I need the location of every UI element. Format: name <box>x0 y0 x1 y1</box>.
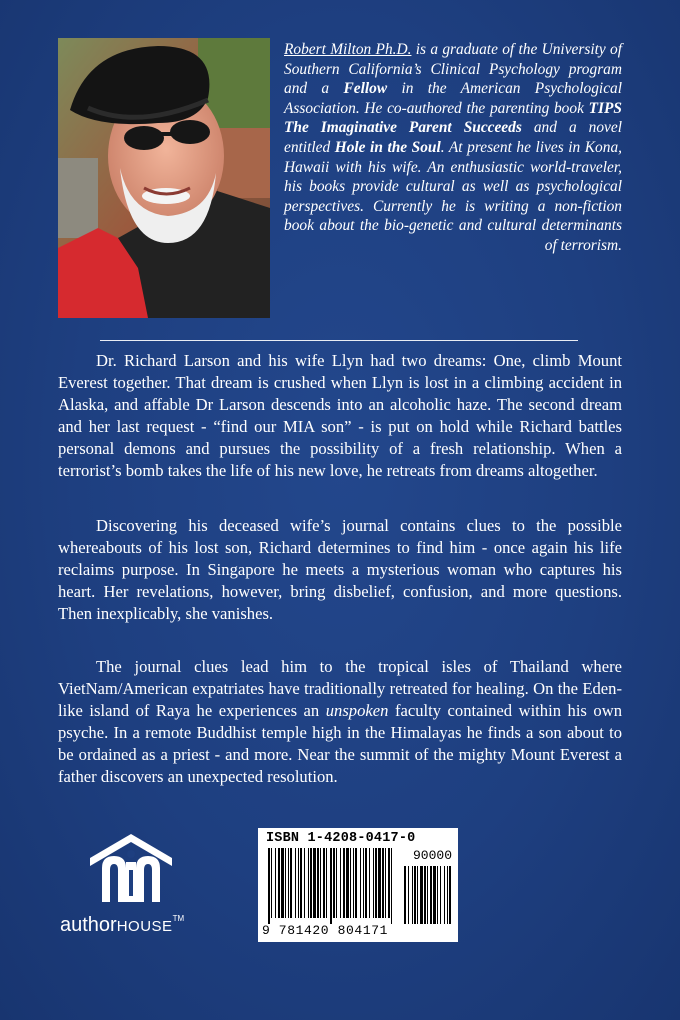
barcode-bar <box>326 848 327 918</box>
barcode-addon-bar <box>430 866 432 924</box>
barcode-bar <box>285 848 286 918</box>
isbn-barcode <box>258 828 458 942</box>
barcode-bar <box>363 848 364 918</box>
blurb-paragraph-1: Dr. Richard Larson and his wife Llyn had two dreams: One, climb Mount Everest together. That dream is crushed when Llyn is lost in a climbing accident in Alaska, and affable Dr Larson descends into an alcoholic haze. The second dream and her last request - “find our MIA son” - is put on hold while Richard battles personal demons and pursues the possibility of a fresh relationship. When a terrorist’s bomb takes the life of his new love, he retreats from dreams altogether. <box>58 351 622 480</box>
barcode-bar <box>365 848 367 918</box>
barcode-addon-bar <box>420 866 423 924</box>
barcode-addon-bar <box>447 866 448 924</box>
publisher-name <box>60 914 210 937</box>
barcode-bar <box>330 848 332 924</box>
barcode-bar <box>313 848 316 918</box>
bio-text: and a novel entitled <box>284 119 622 156</box>
barcode-bar <box>290 848 292 918</box>
barcode-bar <box>343 848 345 918</box>
isbn-number: ISBN 1-4208-0417-0 <box>266 831 416 846</box>
blurb-text: The journal clues lead him to the tropical isles of Thailand where VietNam/American expatriates have traditionally retreated for healing. On the Eden-like island of Raya he experiences an <box>58 657 622 720</box>
barcode-bar <box>340 848 341 918</box>
barcode-addon-bar <box>404 866 406 924</box>
bio-text: in the American Psychological Association. He co-authored the parenting book <box>284 80 622 117</box>
barcode-bar <box>360 848 361 918</box>
barcode-addon-bar <box>449 866 451 924</box>
barcode-bar <box>375 848 377 918</box>
barcode-bar <box>298 848 299 918</box>
barcode-bar <box>310 848 312 918</box>
barcode-bar <box>369 848 370 918</box>
barcode-addon-bar <box>444 866 445 924</box>
barcode-bar <box>350 848 351 918</box>
bio-novel-title: Hole in the Soul <box>334 138 441 156</box>
blurb-paragraph-2: Discovering his deceased wife’s journal contains clues to the possible whereabouts of his lost son, Richard determines to find him - once again his life reclaims purpose. In Singapore he meets a mysterious woman who captures his heart. Her revelations, however, bring disbelief, confusion, and more questions. Then inexplicably, she vanishes. <box>58 516 622 623</box>
blurb-emphasis: unspoken <box>325 701 389 720</box>
barcode-bar <box>378 848 381 918</box>
bio-text: . At present he lives in Kona, Hawaii with his wife. An enthusiastic world-traveler, his books provide cultural as well as psychological perspectives. Currently he is writing a non-fiction book about the bio-genetic and cultural determinants of terrorism. <box>284 138 622 254</box>
barcode-bar <box>333 848 335 918</box>
barcode-bar <box>308 848 309 918</box>
barcode-bar <box>336 848 337 918</box>
barcode-bar <box>353 848 354 918</box>
barcode-digits: 9 781420 804171 <box>262 923 389 938</box>
publisher-name-lower: author <box>60 914 117 936</box>
barcode-bar <box>281 848 284 918</box>
bio-fellow: Fellow <box>343 80 388 98</box>
publisher-name-upper: HOUSE <box>116 918 173 935</box>
barcode-bar <box>382 848 384 918</box>
barcode-bar <box>388 848 390 918</box>
barcode-bars <box>266 848 454 924</box>
trademark-symbol: TM <box>172 914 185 923</box>
barcode-addon-bar <box>417 866 418 924</box>
author-name: Robert Milton Ph.D. <box>284 41 412 58</box>
barcode-bar <box>355 848 357 918</box>
publisher-house-icon <box>88 832 174 904</box>
bio-book-title: TIPS The Imaginative Parent Succeeds <box>284 99 622 137</box>
bio-text: is a graduate of the University of Southern California’s Clinical Psychology program and a <box>284 41 622 98</box>
barcode-bar <box>275 848 276 918</box>
barcode-bar <box>304 848 305 918</box>
barcode-addon-bar <box>408 866 409 924</box>
barcode-bar <box>317 848 319 918</box>
barcode-addon-bar <box>440 866 441 924</box>
barcode-addon-bar <box>437 866 438 924</box>
section-divider <box>100 340 578 341</box>
barcode-addon-bar <box>433 866 436 924</box>
blurb-text: faculty contained within his own psyche. In a remote Buddhist temple high in the Himalayas he finds a son about to be ordained as a priest - and more. Near the summit of the mighty Mount Everest a father discovers an unexpected resolution. <box>58 701 622 786</box>
barcode-bar <box>391 848 392 924</box>
barcode-addon-bar <box>427 866 428 924</box>
barcode-bar <box>373 848 374 918</box>
price-code: 90000 <box>412 848 452 863</box>
barcode-addon-bar <box>412 866 413 924</box>
barcode-bar <box>295 848 296 918</box>
barcode-bar <box>323 848 325 918</box>
barcode-bar <box>385 848 386 918</box>
barcode-bar <box>288 848 289 918</box>
publisher-logo <box>60 832 210 942</box>
barcode-bar <box>271 848 272 918</box>
barcode-bar <box>268 848 270 924</box>
author-bio <box>284 40 622 256</box>
barcode-addon-bar <box>414 866 416 924</box>
author-portrait-image <box>58 38 270 318</box>
author-photo <box>58 38 270 318</box>
barcode-addon-bar <box>424 866 426 924</box>
barcode-bar <box>300 848 302 918</box>
barcode-bar <box>278 848 280 918</box>
barcode-bar <box>320 848 321 918</box>
blurb-paragraph-3 <box>58 656 622 788</box>
barcode-bar <box>346 848 349 918</box>
